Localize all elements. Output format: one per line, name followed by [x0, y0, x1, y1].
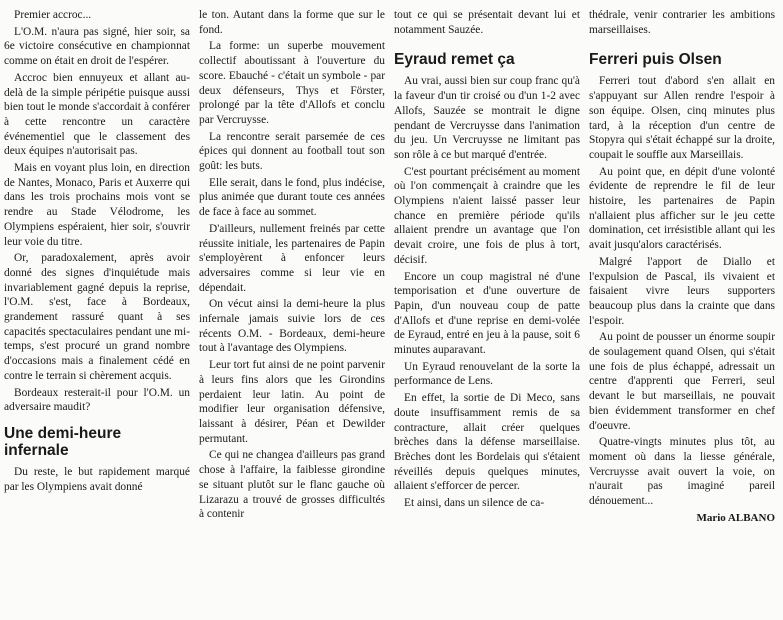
- author-signature: Mario ALBANO: [696, 511, 775, 524]
- paragraph: Et ainsi, dans un silence de ca-: [404, 497, 545, 510]
- paragraph: D'ailleurs, nullement freinés par cette réussite initiale, les partenaires de Papin s'employèrent à enfoncer leurs adversaires comme si leur vie en dépendait.: [199, 222, 385, 294]
- column-4: [589, 8, 775, 528]
- subheading-ferreri: Ferreri puis Olsen: [589, 51, 722, 69]
- paragraph-continued: tout ce qui se présentait devant lui et notamment Sauzée.: [394, 9, 580, 36]
- paragraph: Du reste, le but rapidement marqué par les Olympiens avait donné: [4, 465, 190, 493]
- paragraph: Quatre-vingts minutes plus tôt, au moment où dans la liesse générale, Vercruysse avait ouvert la voie, on n'aurait pas imaginé pareil dénouement...: [589, 436, 775, 508]
- column-1: [4, 8, 190, 496]
- paragraph: Or, paradoxalement, après avoir donné des signes d'inquiétude mais invariablement gagné depuis la reprise, l'O.M. s'est, face à Bordeaux, grandement rassuré quant à ses capacités spectaculaires pendant une mi-temps, s'est procuré un grand nombre d'occasions mais a finalement cédé en contre le terrain si chèrement acquis.: [4, 252, 190, 382]
- column-3: [394, 8, 580, 513]
- paragraph: Accroc bien ennuyeux et allant au-delà de la simple péripétie puisque aussi bien tout le monde s'accordait à conférer à cette rencontre un caractère événementiel que le classement des deux équipes n'autorisait pas.: [4, 71, 190, 158]
- paragraph: Mais en voyant plus loin, en direction de Nantes, Monaco, Paris et Auxerre qui dans les trois prochains mois vont se rendre au Stade Vélodrome, les Olympiens espéraient, hier soir, s'ouvrir leur voie du titre.: [4, 162, 190, 248]
- paragraph: C'est pourtant précisément au moment où l'on commençait à craindre que les Olympiens n'aient laissé passer leur chance en première période qu'ils allaient prendre un avantage que l'on devait croire, une fois de plus à tort, décisif.: [394, 165, 580, 266]
- paragraph: Un Eyraud renouvelant de la sorte la performance de Lens.: [394, 360, 580, 388]
- paragraph: Au point de pousser un énorme soupir de soulagement quand Olsen, qui s'était une fois de plus échappé, adressait un centre d'apprenti que Ferreri, seul devant le but marseillais, ne pouvait bien évidemment transformer en chef d'oeuvre.: [589, 331, 775, 432]
- paragraph-continued: thédrale, venir contrarier les ambitions marseillaises.: [589, 9, 775, 36]
- paragraph: Malgré l'apport de Diallo et l'expulsion de Pascal, ils vivaient et faisaient vivre leurs supporters beaucoup plus dans la crainte que dans l'espoir.: [589, 255, 775, 327]
- paragraph-continued: le ton. Autant dans la forme que sur le fond.: [199, 9, 385, 36]
- paragraph: Au vrai, aussi bien sur coup franc qu'à la faveur d'un tir croisé ou d'un 1-2 avec Allofs, Sauzée se montrait le digne pendant de Vercruysse dans l'animation du jeu. Un Vercruysse ne limitant pas son rôle à ce but marqué d'entrée.: [394, 75, 580, 161]
- paragraph: Elle serait, dans le fond, plus indécise, plus animée que durant toute ces années de face à face au sommet.: [199, 176, 385, 219]
- paragraph: Ferreri tout d'abord s'en allait en s'appuyant sur Allen rendre l'espoir à son équipe. Olsen, cinq minutes plus tard, à la réception d'un centre de Stopyra qui s'était échappé sur la droite, coupait le souffle aux Marseillais.: [589, 75, 775, 161]
- paragraph: En effet, la sortie de Di Meco, sans doute insuffisamment remis de sa contracture, allait créer quelques brèches dans la défense marseillaise. Brèches dont les Bordelais qui s'étaient réveillés depuis quelques minutes, allaient s'efforcer de percer.: [394, 392, 580, 493]
- subheading-demi-heure: Une demi-heure infernale: [4, 424, 122, 459]
- paragraph: Encore un coup magistral né d'une temporisation et d'une ouverture de Papin, d'un nouveau coup de patte d'Allofs et d'une reprise en demi-volée de Eyraud, entré en jeu à la pause, soit 6 minutes auparavant.: [394, 270, 580, 357]
- column-2: [199, 8, 385, 524]
- paragraph: L'O.M. n'aura pas signé, hier soir, sa 6e victoire consécutive en championnat comme on était en droit de l'espérer.: [4, 25, 190, 68]
- paragraph: Premier accroc...: [14, 9, 92, 21]
- paragraph: La forme: un superbe mouvement collectif aboutissant à l'ouverture du score. Ebauché - c'était un symbole - par deux défenseurs, Thys et Förster, prolongé par la tête d'Allofs et conclu par Vercruysse.: [199, 40, 385, 126]
- paragraph: On vécut ainsi la demi-heure la plus infernale jamais suivie lors de ces récents O.M. - Bordeaux, demi-heure tout à l'avantage des Olympiens.: [199, 298, 385, 355]
- paragraph: Ce qui ne changea d'ailleurs pas grand chose à l'affaire, la faiblesse girondine se situant plutôt sur le flanc gauche où Lizarazu a trouvé de grosses difficultés à contenir: [199, 449, 385, 521]
- subheading-eyraud: Eyraud remet ça: [394, 51, 515, 69]
- paragraph: Leur tort fut ainsi de ne point parvenir à leurs fins alors que les Girondins perdaient leur latin. Au point de modifier leur organisation défensive, laissant à désirer, Péan et Dewilder permutant.: [199, 359, 385, 445]
- paragraph: La rencontre serait parsemée de ces épices qui donnent au football tout son goût: les buts.: [199, 130, 385, 173]
- paragraph: Bordeaux resterait-il pour l'O.M. un adversaire maudit?: [4, 386, 190, 414]
- paragraph: Au point que, en dépit d'une volonté évidente de reprendre le fil de leur histoire, les partenaires de Papin n'allaient plus afficher sur le jeu cette domination, cet irrésistible allant qui les avait jusqu'alors caractérisés.: [589, 165, 775, 252]
